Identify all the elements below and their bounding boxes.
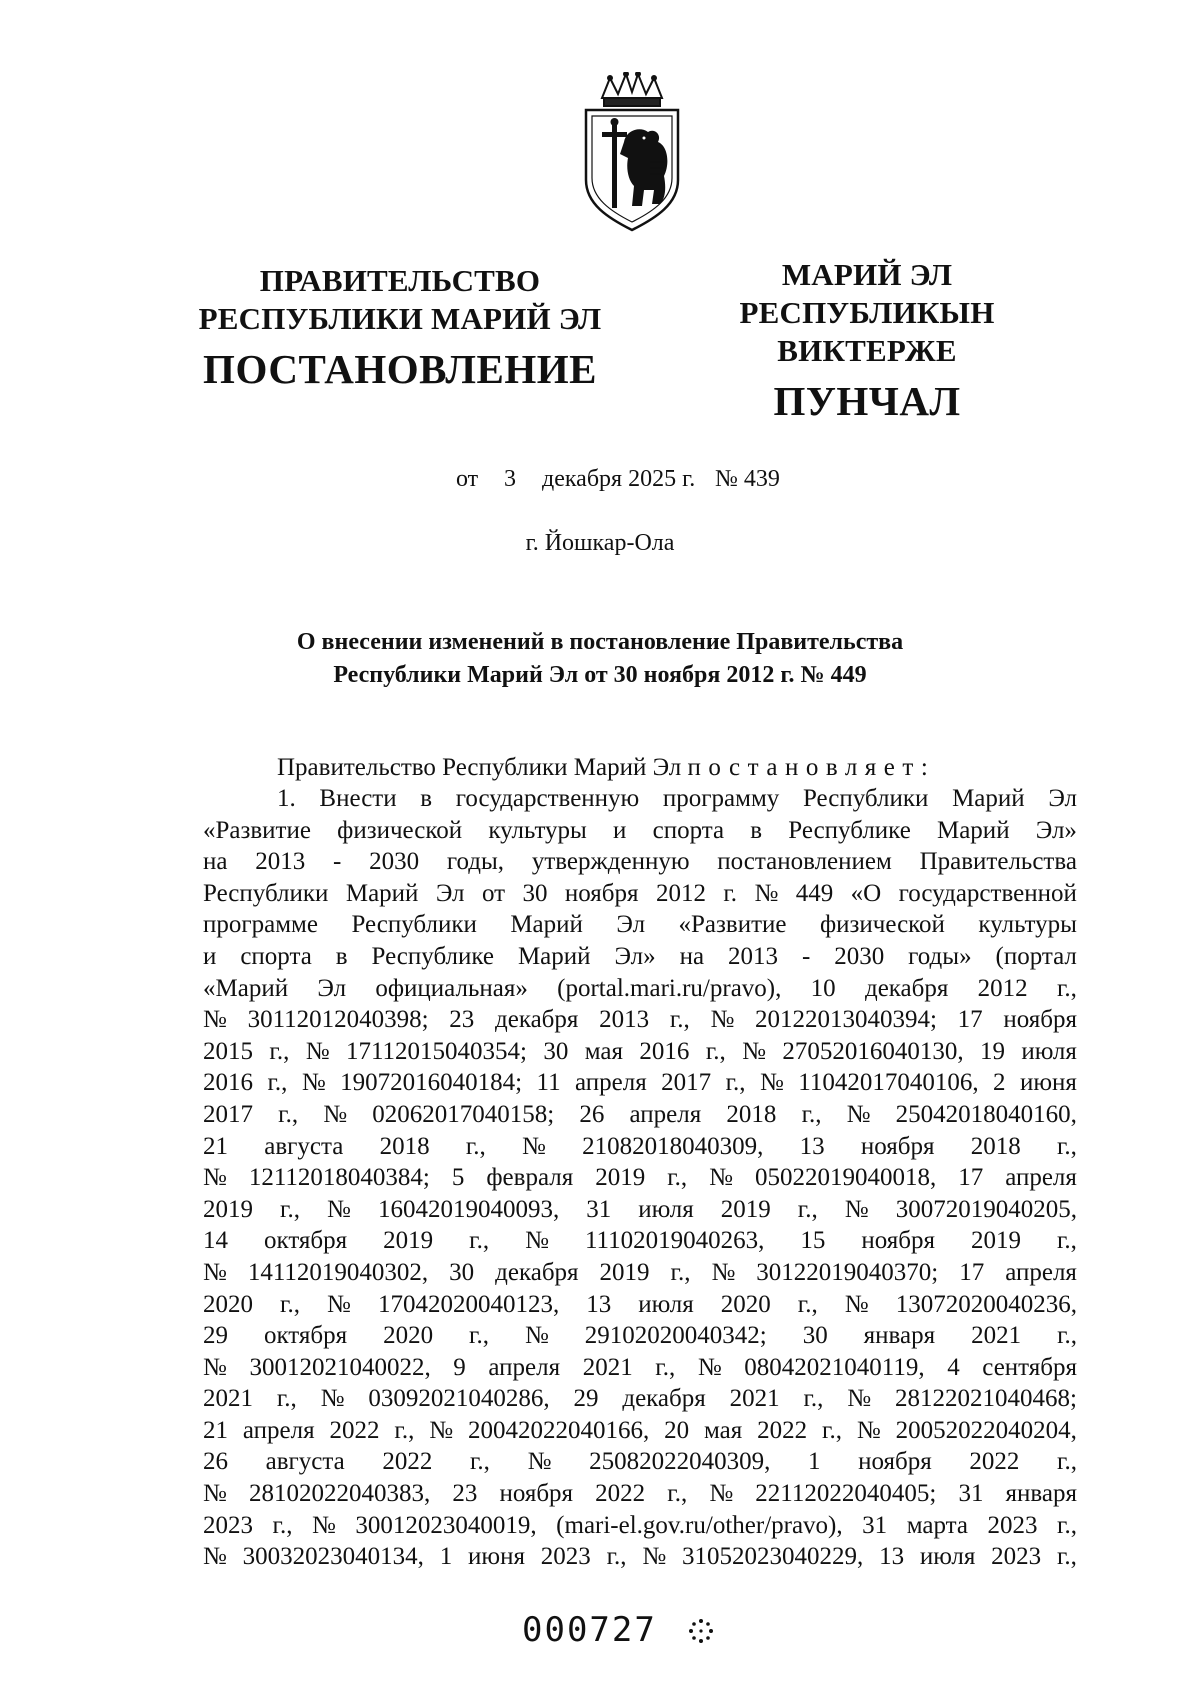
date-month-year: декабря 2025 г.: [542, 466, 696, 492]
body-line: 2021 г., № 03092021040286, 29 декабря 2021 г., № 28122021040468;: [203, 1385, 1077, 1413]
body-line: «Марий Эл официальная» (portal.mari.ru/pravo), 10 декабря 2012 г.,: [203, 974, 1077, 1002]
body-line: 29 октября 2020 г., № 29102020040342; 30 января 2021 г.,: [203, 1322, 1077, 1350]
preamble: [277, 752, 935, 783]
body-line: программе Республики Марий Эл «Развитие физической культуры: [203, 911, 1077, 939]
date-prefix: от: [456, 466, 479, 492]
body-line: № 12112018040384; 5 февраля 2019 г., № 05022019040018, 17 апреля: [203, 1164, 1077, 1192]
serial-number: 000727: [522, 1610, 657, 1650]
subject-line2: Республики Марий Эл от 30 ноября 2012 г. № 449: [333, 662, 867, 688]
org-name-line1: ПРАВИТЕЛЬСТВО: [259, 263, 541, 298]
date-day: 3: [504, 466, 516, 492]
body-line: 2020 г., № 17042020040123, 13 июля 2020 г., № 13072020040236,: [203, 1290, 1077, 1318]
asterisk-ornament-icon: [688, 1618, 714, 1644]
body-line: Республики Марий Эл от 30 ноября 2012 г. № 449 «О государственной: [203, 879, 1077, 907]
org-name-line2: РЕСПУБЛИКИ МАРИЙ ЭЛ: [198, 301, 602, 336]
body-line: № 30012021040022, 9 апреля 2021 г., № 08042021040119, 4 сентября: [203, 1353, 1077, 1381]
body-line: 21 апреля 2022 г., № 20042022040166, 20 мая 2022 г., № 20052022040204,: [203, 1416, 1077, 1444]
body-line: № 28102022040383, 23 ноября 2022 г., № 22112022040405; 31 января: [203, 1480, 1077, 1508]
document-number: № 439: [715, 466, 780, 492]
body-line: 2019 г., № 16042019040093, 31 июля 2019 г., № 30072019040205,: [203, 1195, 1077, 1223]
document-subject: [200, 626, 1000, 692]
org-name-mari-line2: ВИКТЕРЖЕ: [777, 333, 957, 368]
body-line: 2015 г., № 17112015040354; 30 мая 2016 г., № 27052016040130, 19 июля: [203, 1037, 1077, 1065]
body-line: на 2013 - 2030 годы, утвержденную постановлением Правительства: [203, 848, 1077, 876]
document-city: г. Йошкар-Ола: [525, 530, 675, 556]
government-header-ru: [188, 262, 612, 392]
body-line: 2023 г., № 30012023040019, (mari-el.gov.ru/other/pravo), 31 марта 2023 г.,: [203, 1511, 1077, 1539]
body-line: 21 августа 2018 г., № 21082018040309, 13 ноября 2018 г.,: [203, 1132, 1077, 1160]
body-line: 1. Внести в государственную программу Республики Марий Эл: [277, 785, 1077, 812]
document-kind: ПОСТАНОВЛЕНИЕ: [203, 346, 597, 392]
document-body: [203, 783, 1077, 1573]
body-line: 26 августа 2022 г., № 25082022040309, 1 ноября 2022 г.,: [203, 1448, 1077, 1476]
body-line: и спорта в Республике Марий Эл» на 2013 - 2030 годы» (портал: [203, 942, 1077, 970]
subject-line1: О внесении изменений в постановление Правительства: [296, 629, 904, 655]
body-line: № 30032023040134, 1 июня 2023 г., № 31052023040229, 13 июля 2023 г.,: [203, 1543, 1077, 1571]
body-line: № 14112019040302, 30 декабря 2019 г., № 30122019040370; 17 апреля: [203, 1258, 1077, 1286]
body-line: 14 октября 2019 г., № 11102019040263, 15 ноября 2019 г.,: [203, 1227, 1077, 1255]
body-line: «Развитие физической культуры и спорта в Республике Марий Эл»: [203, 816, 1077, 844]
body-line: № 30112012040398; 23 декабря 2013 г., № 20122013040394; 17 ноября: [203, 1006, 1077, 1034]
body-line: 2017 г., № 02062017040158; 26 апреля 2018 г., № 25042018040160,: [203, 1100, 1077, 1128]
government-header-mari: [652, 256, 1082, 424]
preamble-text: Правительство Республики Марий Эл: [277, 754, 682, 781]
body-line: 2016 г., № 19072016040184; 11 апреля 2017 г., № 11042017040106, 2 июня: [203, 1069, 1077, 1097]
org-name-mari-line1: МАРИЙ ЭЛ РЕСПУБЛИКЫН: [739, 257, 995, 330]
preamble-verb: постановляет:: [687, 754, 936, 781]
coat-of-arms-bear-icon: [580, 72, 684, 232]
document-kind-mari: ПУНЧАЛ: [773, 378, 961, 424]
